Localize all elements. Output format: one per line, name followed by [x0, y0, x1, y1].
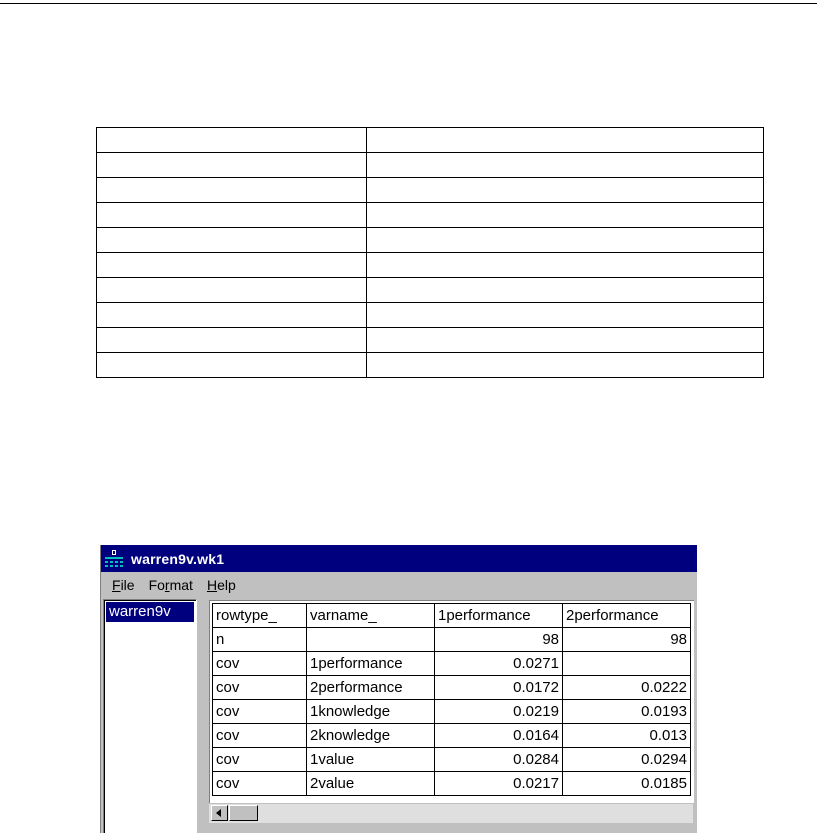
menu-help[interactable]: Help	[206, 576, 236, 593]
dataset-list[interactable]	[103, 599, 197, 833]
grid-cell[interactable]: 98	[435, 628, 563, 652]
data-grid[interactable]	[209, 600, 694, 803]
grid-cell[interactable]: 0.0164	[435, 724, 563, 748]
column-header-2performance[interactable]: 2performance	[563, 604, 691, 628]
grid-cell[interactable]: 0.0284	[435, 748, 563, 772]
grid-cell[interactable]: 0.0185	[563, 772, 691, 796]
grid-cell[interactable]: 98	[563, 628, 691, 652]
empty-table-row	[97, 228, 764, 253]
empty-table-cell	[367, 278, 764, 303]
empty-table-row	[97, 278, 764, 303]
empty-table-cell	[97, 353, 367, 378]
grid-row	[213, 700, 691, 724]
empty-table-cell	[367, 153, 764, 178]
grid-row	[213, 676, 691, 700]
menu-file[interactable]: File	[112, 576, 135, 593]
grid-cell[interactable]: cov	[213, 652, 307, 676]
grid-row	[213, 652, 691, 676]
grid-row	[213, 628, 691, 652]
grid-cell[interactable]	[563, 652, 691, 676]
grid-cell[interactable]: 0.0294	[563, 748, 691, 772]
menu-bar	[101, 572, 697, 597]
empty-table-cell	[367, 178, 764, 203]
grid-row	[213, 772, 691, 796]
spreadsheet-window	[100, 545, 697, 833]
empty-table-row	[97, 303, 764, 328]
grid-cell[interactable]: 0.0172	[435, 676, 563, 700]
grid-cell[interactable]	[307, 628, 435, 652]
grid-cell[interactable]: 2value	[307, 772, 435, 796]
empty-table-row	[97, 128, 764, 153]
empty-table-cell	[367, 353, 764, 378]
empty-table-row	[97, 353, 764, 378]
grid-cell[interactable]: 0.013	[563, 724, 691, 748]
grid-row	[213, 748, 691, 772]
window-title: warren9v.wk1	[131, 550, 225, 567]
horizontal-scrollbar[interactable]	[209, 804, 693, 823]
dataset-list-item[interactable]: warren9v	[106, 602, 194, 622]
grid-cell[interactable]: cov	[213, 772, 307, 796]
title-bar[interactable]	[101, 545, 697, 572]
empty-table-cell	[97, 203, 367, 228]
grid-cell[interactable]: 0.0219	[435, 700, 563, 724]
grid-cell[interactable]: 1performance	[307, 652, 435, 676]
scroll-left-button[interactable]	[211, 805, 228, 821]
grid-cell[interactable]: 0.0193	[563, 700, 691, 724]
menu-format[interactable]: Format	[148, 576, 193, 593]
empty-table-cell	[97, 128, 367, 153]
grid-cell[interactable]: 1value	[307, 748, 435, 772]
empty-table-row	[97, 253, 764, 278]
grid-cell[interactable]: cov	[213, 700, 307, 724]
grid-cell[interactable]: cov	[213, 676, 307, 700]
empty-table-cell	[367, 303, 764, 328]
grid-row	[213, 724, 691, 748]
empty-table-cell	[97, 328, 367, 353]
column-header-rowtype[interactable]: rowtype_	[213, 604, 307, 628]
scroll-thumb[interactable]	[229, 805, 258, 821]
empty-table-cell	[97, 253, 367, 278]
empty-table-row	[97, 153, 764, 178]
empty-table-row	[97, 178, 764, 203]
grid-cell[interactable]: n	[213, 628, 307, 652]
empty-table-cell	[97, 228, 367, 253]
grid-cell[interactable]: 0.0271	[435, 652, 563, 676]
empty-table-row	[97, 328, 764, 353]
empty-table-cell	[97, 178, 367, 203]
grid-cell[interactable]: 2performance	[307, 676, 435, 700]
column-header-1performance[interactable]: 1performance	[435, 604, 563, 628]
grid-cell[interactable]: cov	[213, 748, 307, 772]
spreadsheet-app-icon[interactable]	[103, 548, 125, 570]
empty-table-cell	[367, 228, 764, 253]
empty-table-cell	[97, 303, 367, 328]
empty-table-cell	[367, 203, 764, 228]
empty-table	[96, 127, 764, 378]
empty-table-cell	[367, 253, 764, 278]
grid-cell[interactable]: 2knowledge	[307, 724, 435, 748]
empty-table-cell	[367, 328, 764, 353]
grid-header-row	[213, 604, 691, 628]
empty-table-cell	[97, 278, 367, 303]
empty-table-cell	[97, 153, 367, 178]
grid-cell[interactable]: 1knowledge	[307, 700, 435, 724]
empty-table-row	[97, 203, 764, 228]
column-header-varname[interactable]: varname_	[307, 604, 435, 628]
grid-cell[interactable]: cov	[213, 724, 307, 748]
grid-cell[interactable]: 0.0222	[563, 676, 691, 700]
grid-cell[interactable]: 0.0217	[435, 772, 563, 796]
empty-table-cell	[367, 128, 764, 153]
page-top-rule	[0, 3, 817, 4]
